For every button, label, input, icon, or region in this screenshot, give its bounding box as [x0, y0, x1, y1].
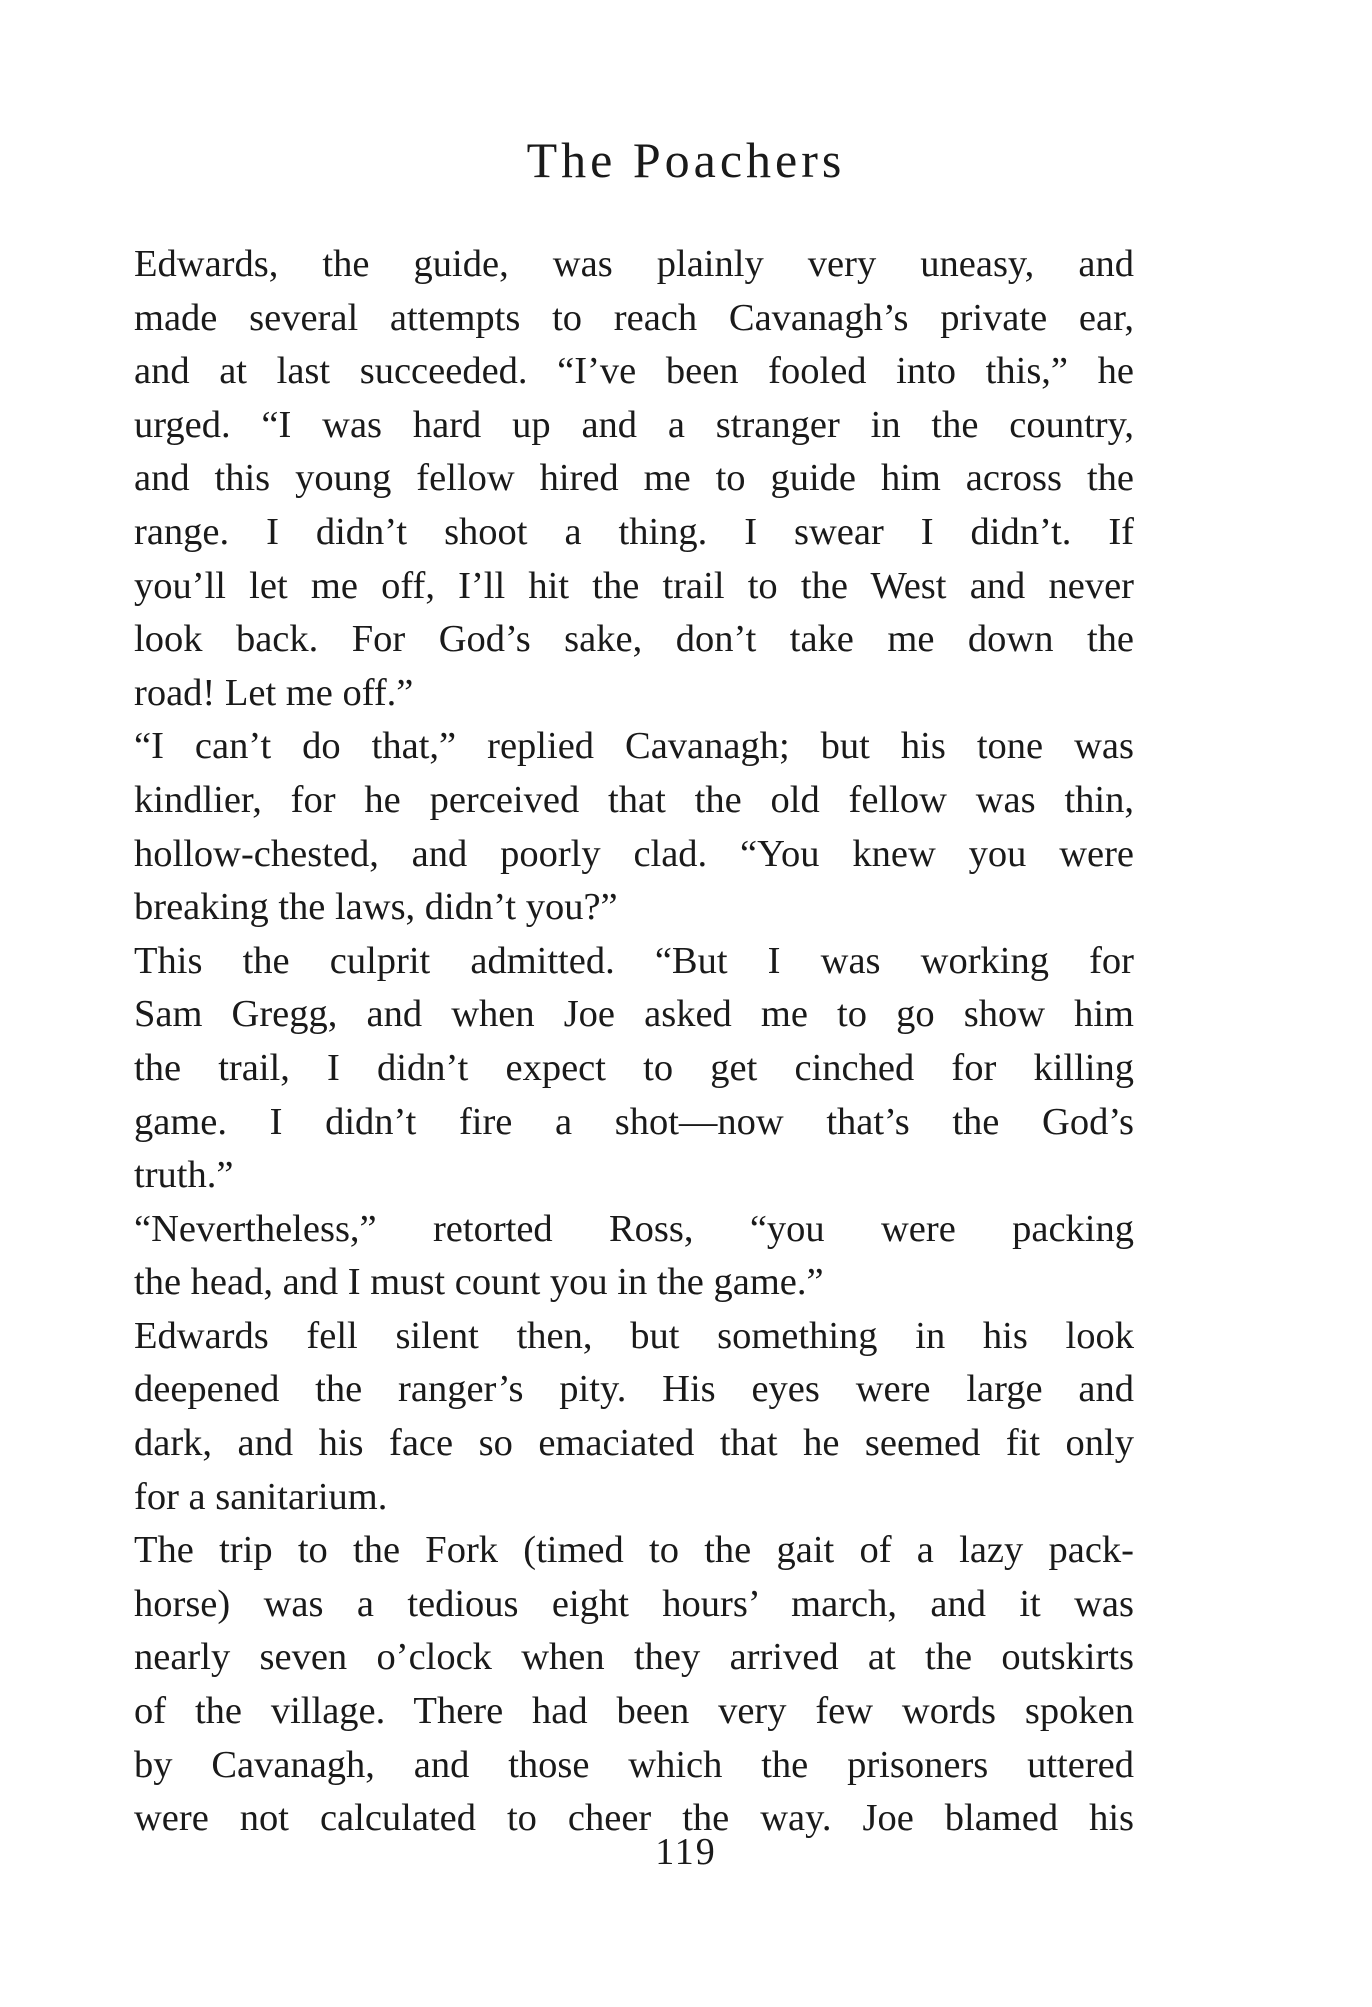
body-text: [134, 238, 1134, 1846]
text-line: look back. For God’s sake, don’t take me down the: [134, 618, 1134, 661]
text-line: horse) was a tedious eight hours’ march, and it was: [134, 1582, 1134, 1625]
text-line: the trail, I didn’t expect to get cinched for killing: [134, 1046, 1134, 1089]
text-line: urged. “I was hard up and a stranger in the country,: [134, 403, 1134, 446]
text-line: Sam Gregg, and when Joe asked me to go show him: [134, 993, 1134, 1036]
text-line: nearly seven o’clock when they arrived at the outskirts: [134, 1636, 1134, 1679]
text-line: dark, and his face so emaciated that he seemed fit only: [134, 1422, 1134, 1465]
text-line: “I can’t do that,” replied Cavanagh; but his tone was: [134, 725, 1134, 768]
text-line: were not calculated to cheer the way. Joe blamed his: [134, 1797, 1134, 1840]
text-line: This the culprit admitted. “But I was working for: [134, 939, 1134, 982]
text-line: the head, and I must count you in the game.”: [134, 1261, 824, 1304]
running-head: The Poachers: [526, 132, 846, 188]
text-line: road! Let me off.”: [134, 671, 414, 714]
text-line: “Nevertheless,” retorted Ross, “you were packing: [134, 1207, 1134, 1250]
text-line: Edwards fell silent then, but something in his look: [134, 1314, 1134, 1357]
text-line: of the village. There had been very few words spoken: [134, 1690, 1134, 1733]
text-line: Edwards, the guide, was plainly very uneasy, and: [134, 243, 1134, 285]
text-line: breaking the laws, didn’t you?”: [134, 886, 618, 929]
text-line: you’ll let me off, I’ll hit the trail to the West and never: [134, 564, 1134, 607]
text-line: by Cavanagh, and those which the prisoners uttered: [134, 1743, 1134, 1786]
text-line: kindlier, for he perceived that the old fellow was thin,: [134, 778, 1134, 821]
text-line: for a sanitarium.: [134, 1475, 388, 1518]
text-line: and this young fellow hired me to guide him across the: [134, 457, 1134, 500]
text-line: game. I didn’t fire a shot—now that’s the God’s: [134, 1100, 1134, 1143]
page-number: 119: [655, 1831, 717, 1873]
text-line: truth.”: [134, 1154, 234, 1197]
text-line: The trip to the Fork (timed to the gait of a lazy pack-: [134, 1529, 1134, 1572]
text-line: range. I didn’t shoot a thing. I swear I didn’t. If: [134, 510, 1134, 553]
text-line: hollow-chested, and poorly clad. “You knew you were: [134, 832, 1134, 875]
text-line: deepened the ranger’s pity. His eyes were large and: [134, 1368, 1134, 1411]
text-line: and at last succeeded. “I’ve been fooled into this,” he: [134, 350, 1134, 393]
text-line: made several attempts to reach Cavanagh’s private ear,: [134, 296, 1134, 339]
